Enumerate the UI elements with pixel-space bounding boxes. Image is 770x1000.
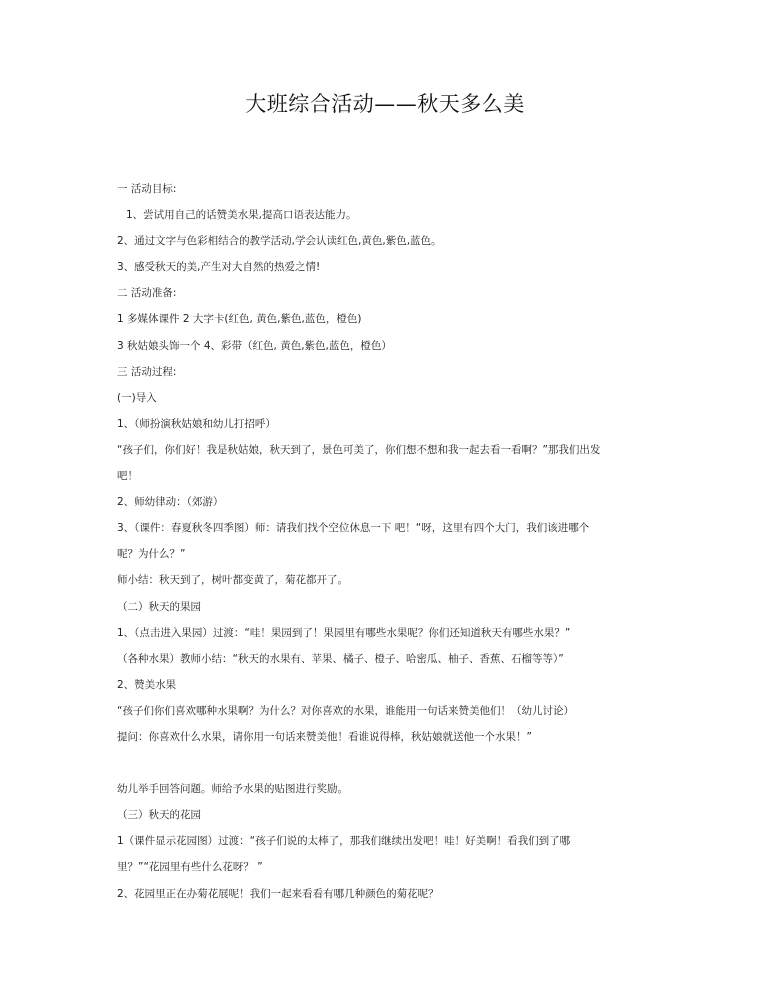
paragraph-line: 里？”“花园里有些什么花呀？ ” (117, 861, 263, 874)
subsection-heading: （二）秋天的果园 (117, 600, 201, 613)
subsection-heading: (一)导入 (117, 391, 157, 404)
section-heading: 二 活动准备: (117, 287, 177, 300)
paragraph-line: 1（课件显示花园图）过渡：“孩子们说的太棒了，那我们继续出发吧！哇！好美啊！看我们到了哪 (117, 835, 571, 848)
paragraph-line: 3、（课件：春夏秋冬四季图）师：请我们找个空位休息一下 吧！“呀，这里有四个大门，我们该进哪个 (117, 522, 590, 535)
section-heading: 三 活动过程: (117, 365, 177, 378)
paragraph-line: 提问：你喜欢什么水果，请你用一句话来赞美他！看谁说得棒，秋姑娘就送他一个水果！” (117, 730, 532, 743)
blank-line (117, 750, 662, 776)
paragraph-line: （各种水果）教师小结：“秋天的水果有、苹果、橘子、橙子、哈密瓜、柚子、香蕉、石榴等等）” (117, 652, 564, 665)
section-heading: 一 活动目标: (117, 183, 177, 195)
document-title: 大班综合活动——秋天多么美 (245, 92, 525, 116)
paragraph-line: 1、（点击进入果园）过渡：“哇！果园到了！果园里有哪些水果呢？你们还知道秋天有哪些水果？” (117, 626, 571, 639)
document-body (117, 176, 662, 907)
paragraph-line: 1、（师扮演秋姑娘和幼儿打招呼） (117, 417, 276, 430)
paragraph-line: 2、赞美水果 (117, 678, 177, 691)
paragraph-line: 幼儿举手回答问题。师给予水果的贴图进行奖励。 (117, 783, 348, 796)
paragraph-line: 2、花园里正在办菊花展呢！我们一起来看看有哪几种颜色的菊花呢？ (117, 887, 439, 900)
paragraph-line: 吧！ (117, 470, 138, 483)
paragraph-line: 师小结：秋天到了，树叶都变黄了，菊花都开了。 (117, 574, 348, 587)
paragraph-line: 3、感受秋天的美,产生对大自然的热爱之情! (117, 261, 321, 274)
paragraph-line: 2、通过文字与色彩相结合的教学活动,学会认读红色,黄色,紫色,蓝色。 (117, 235, 442, 248)
paragraph-line: 1 多媒体课件 2 大字卡(红色, 黄色,紫色,蓝色，橙色) (117, 313, 362, 326)
paragraph-line: 3 秋姑娘头饰一个 4、彩带（红色, 黄色,紫色,蓝色，橙色） (117, 339, 392, 352)
paragraph-line: 2、师幼律动：（郊游） (117, 496, 224, 509)
paragraph-line: 1、尝试用自己的话赞美水果,提高口语表达能力。 (126, 209, 357, 222)
subsection-heading: （三）秋天的花园 (117, 809, 201, 822)
paragraph-line: “孩子们，你们好！我是秋姑娘，秋天到了，景色可美了，你们想不想和我一起去看一看啊？”那我们出发 (117, 443, 601, 456)
paragraph-line: “孩子们你们喜欢哪种水果啊？为什么？对你喜欢的水果，谁能用一句话来赞美他们！（幼儿讨论） (117, 704, 574, 717)
paragraph-line: 呢？为什么？” (117, 548, 186, 561)
